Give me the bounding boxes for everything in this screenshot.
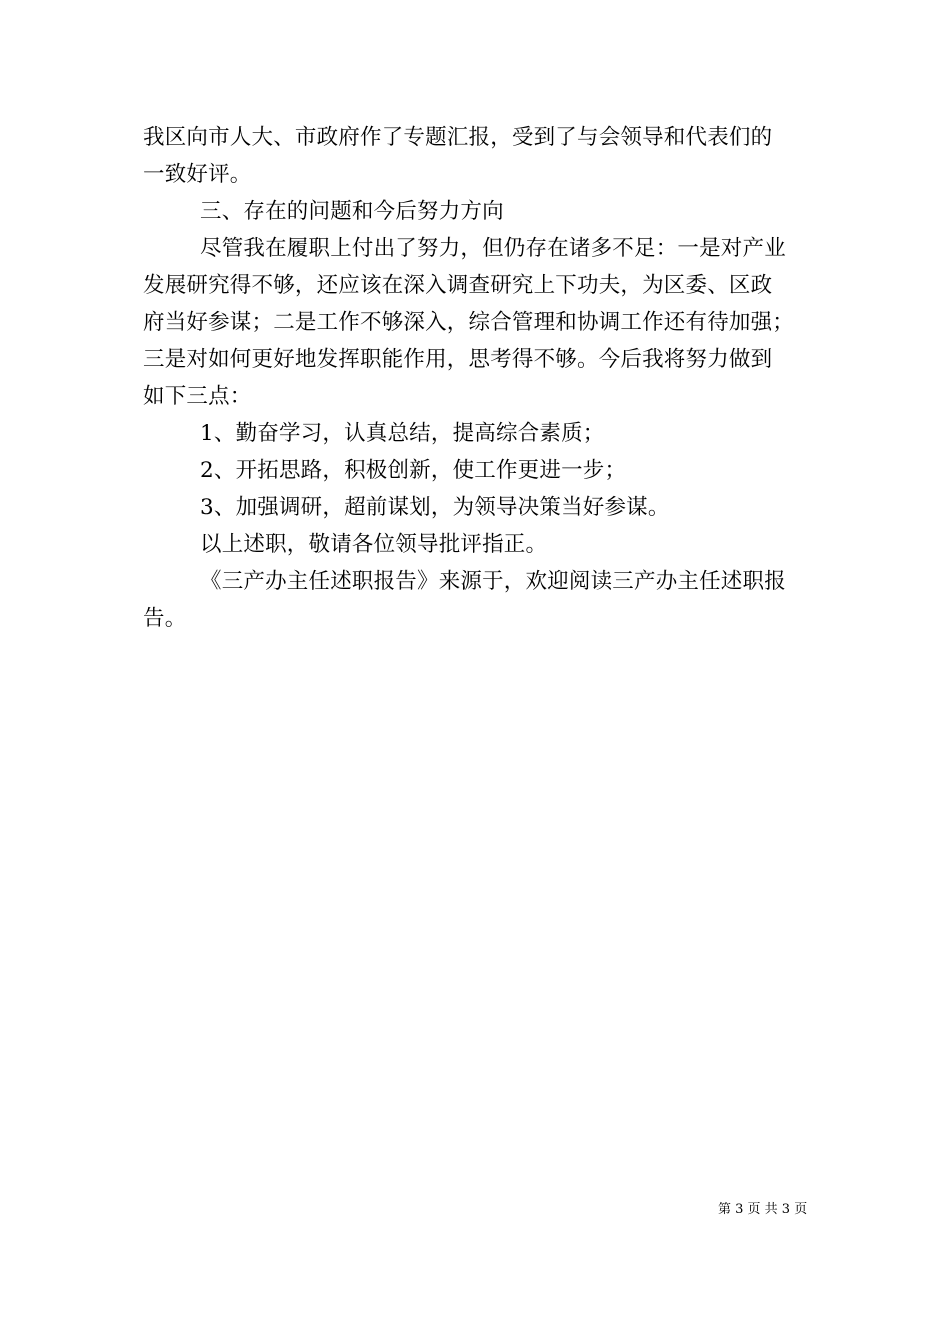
text-line: 府当好参谋；二是工作不够深入，综合管理和协调工作还有待加强；	[143, 310, 795, 335]
text-line: 三是对如何更好地发挥职能作用，思考得不够。今后我将努力做到	[143, 347, 773, 372]
text-line: 我区向市人大、市政府作了专题汇报，受到了与会领导和代表们的	[143, 125, 773, 150]
text-line: 如下三点：	[143, 384, 252, 409]
text-line: 《三产办主任述职报告》来源于，欢迎阅读三产办主任述职报	[200, 569, 786, 594]
list-item: 3、加强调研，超前谋划，为领导决策当好参谋。	[200, 495, 670, 520]
text-line: 以上述职，敬请各位领导批评指正。	[200, 532, 548, 557]
page-number: 第 3 页 共 3 页	[718, 1202, 808, 1217]
list-item: 2、开拓思路，积极创新，使工作更进一步；	[200, 458, 627, 483]
text-line: 一致好评。	[143, 162, 252, 187]
text-line: 尽管我在履职上付出了努力，但仍存在诸多不足：一是对产业	[200, 236, 786, 261]
text-line: 告。	[143, 606, 187, 631]
section-heading: 三、存在的问题和今后努力方向	[200, 199, 504, 224]
text-line: 发展研究得不够，还应该在深入调查研究上下功夫，为区委、区政	[143, 273, 773, 298]
list-item: 1、勤奋学习，认真总结，提高综合素质；	[200, 421, 605, 446]
